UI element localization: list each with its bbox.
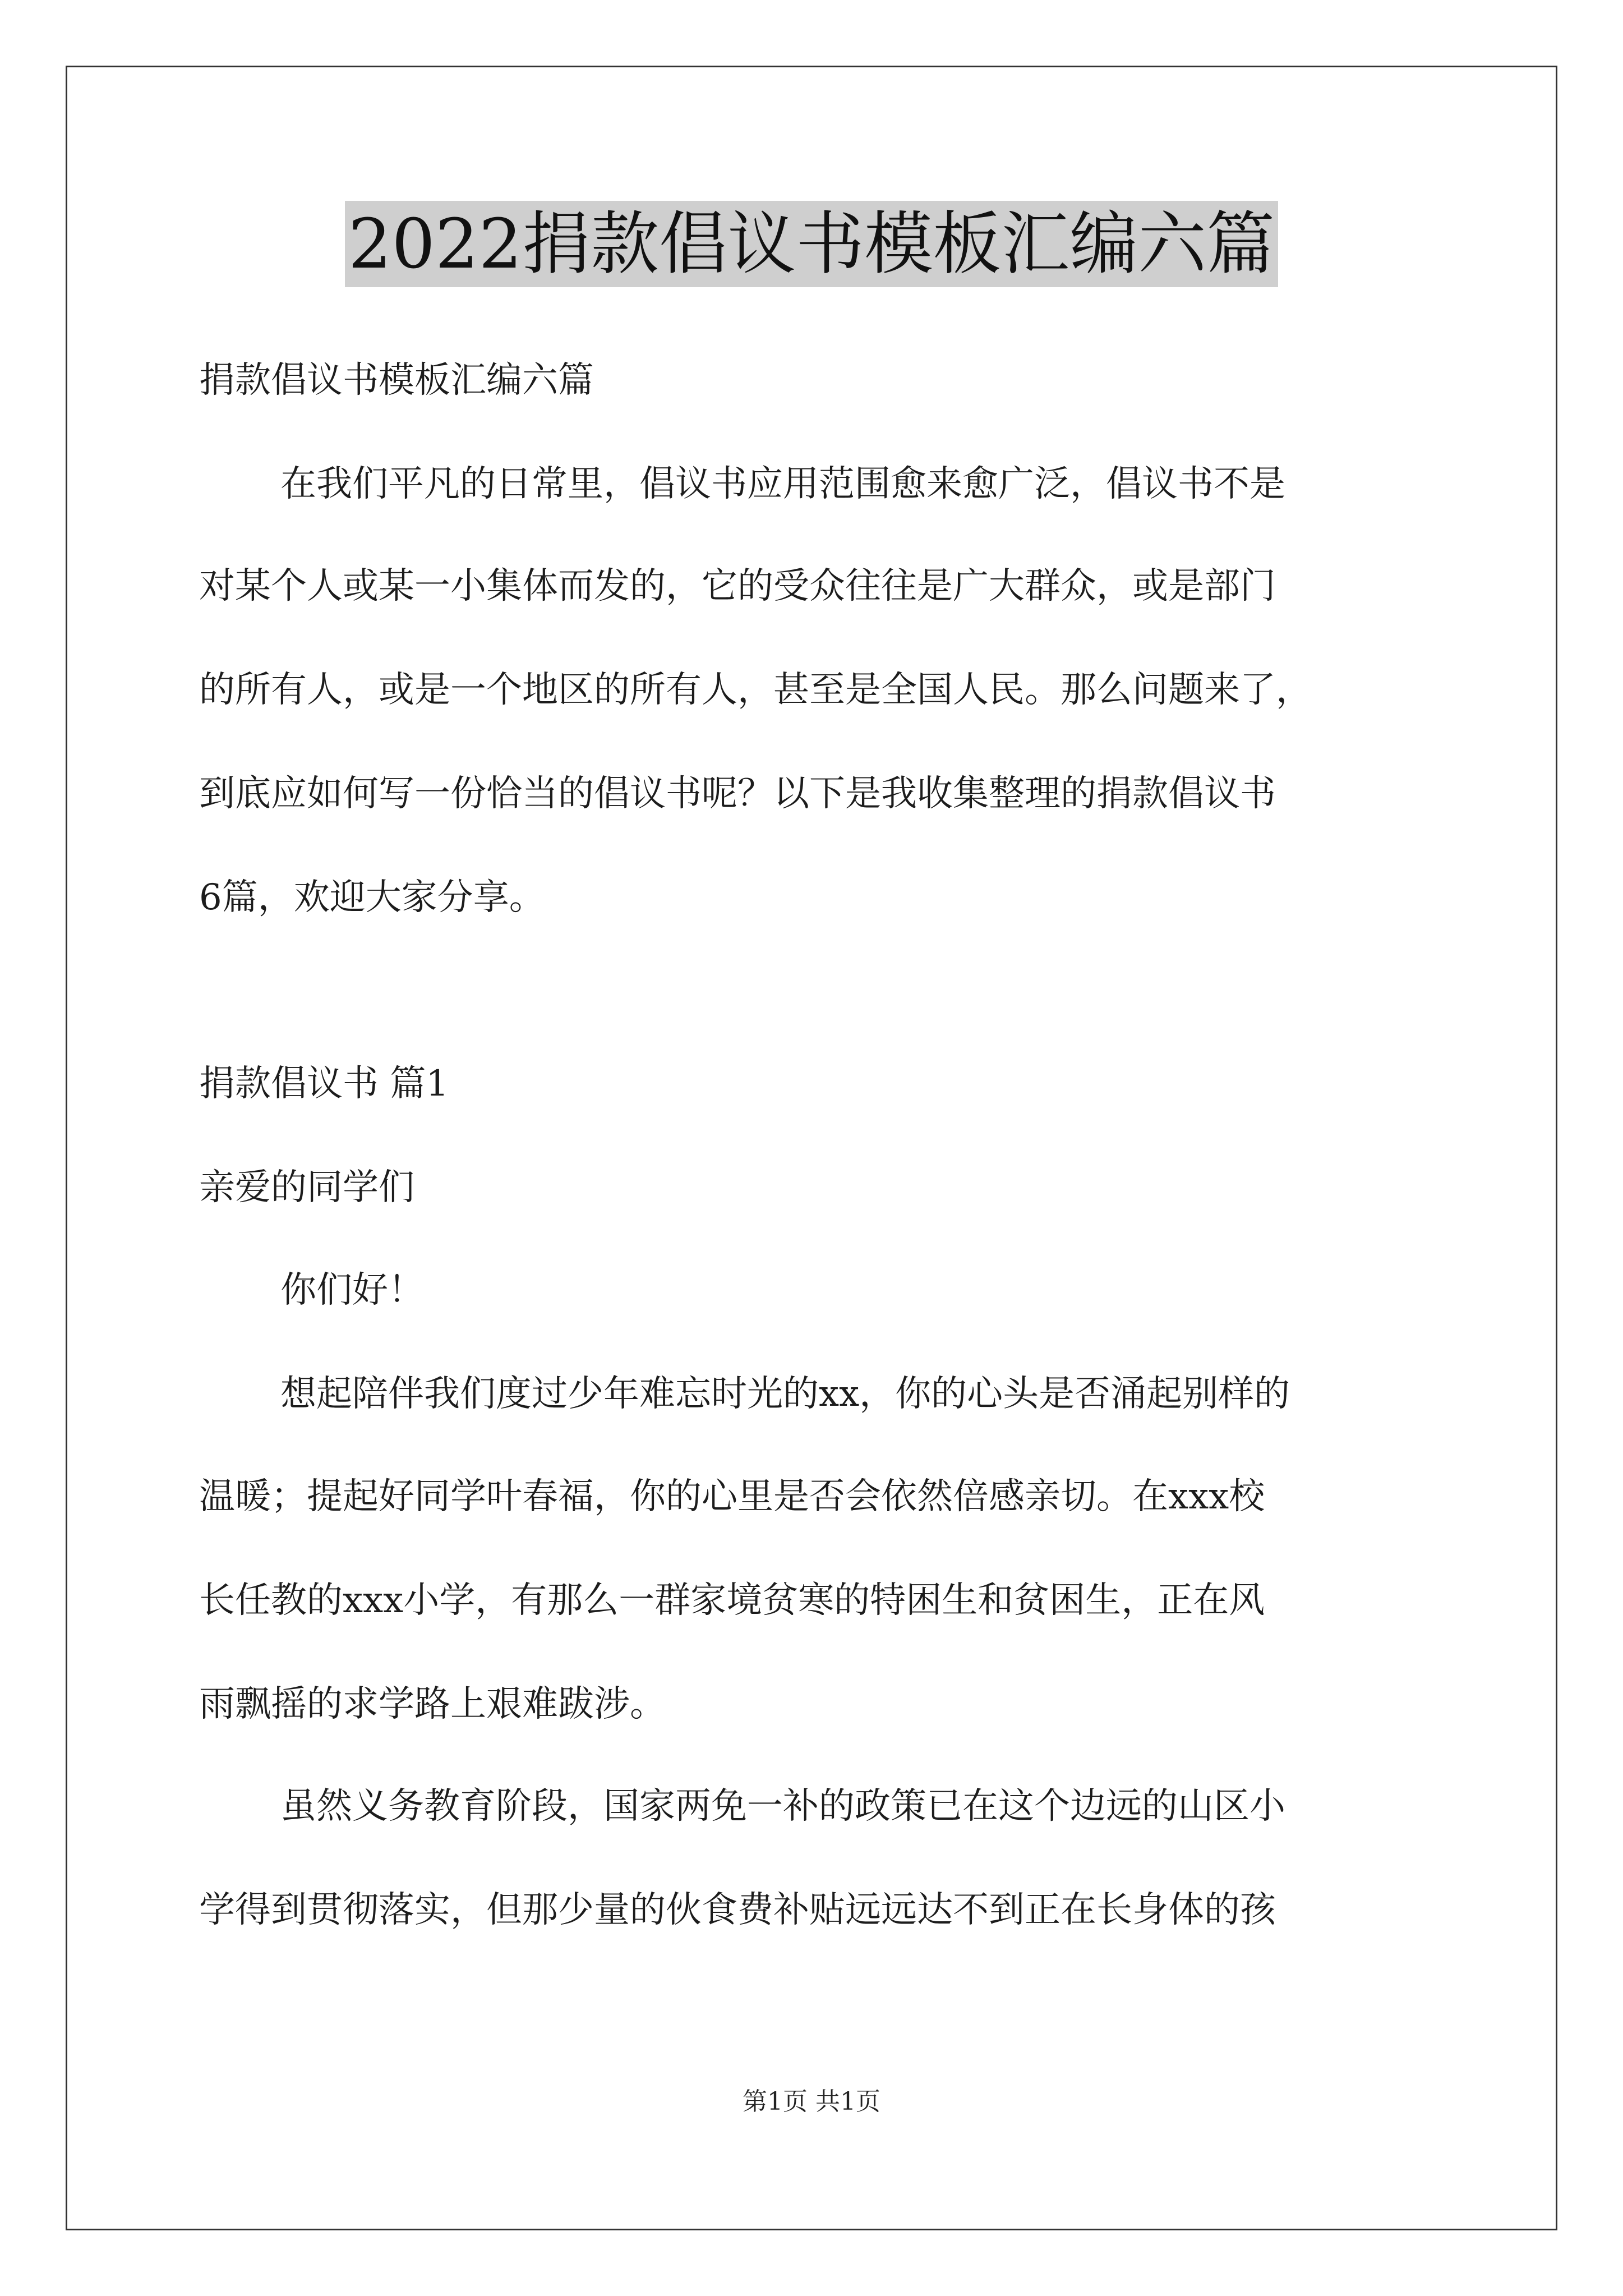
paragraph-line: 的所有人，或是一个地区的所有人，甚至是全国人民。那么问题来了， bbox=[199, 669, 1312, 711]
section-heading: 捐款倡议书 篇1 bbox=[199, 1063, 449, 1105]
title-container bbox=[0, 201, 1623, 287]
paragraph-line: 虽然义务教育阶段，国家两免一补的政策已在这个边远的山区小 bbox=[280, 1786, 1285, 1827]
paragraph-line: 雨飘摇的求学路上艰难跋涉。 bbox=[199, 1683, 666, 1725]
paragraph-line: 到底应如何写一份恰当的倡议书呢？以下是我收集整理的捐款倡议书 bbox=[199, 773, 1276, 815]
page-footer: 第1页 共1页 bbox=[743, 2087, 880, 2116]
paragraph-line: 在我们平凡的日常里，倡议书应用范围愈来愈广泛，倡议书不是 bbox=[280, 463, 1285, 505]
paragraph-line: 长任教的xxx小学，有那么一群家境贫寒的特困生和贫困生，正在风 bbox=[199, 1580, 1265, 1621]
document-title: 2022捐款倡议书模板汇编六篇 bbox=[345, 201, 1278, 287]
paragraph-line: 6篇，欢迎大家分享。 bbox=[199, 877, 545, 918]
greeting: 你们好！ bbox=[280, 1269, 424, 1311]
paragraph-line: 想起陪伴我们度过少年难忘时光的xx，你的心头是否涌起别样的 bbox=[280, 1373, 1290, 1415]
paragraph-line: 对某个人或某一小集体而发的，它的受众往往是广大群众，或是部门 bbox=[199, 565, 1276, 607]
subtitle-line: 捐款倡议书模板汇编六篇 bbox=[199, 360, 594, 401]
salutation: 亲爱的同学们 bbox=[199, 1167, 414, 1208]
paragraph-line: 学得到贯彻落实，但那少量的伙食费补贴远远达不到正在长身体的孩 bbox=[199, 1889, 1276, 1931]
paragraph-line: 温暖；提起好同学叶春福，你的心里是否会依然倍感亲切。在xxx校 bbox=[199, 1476, 1265, 1517]
